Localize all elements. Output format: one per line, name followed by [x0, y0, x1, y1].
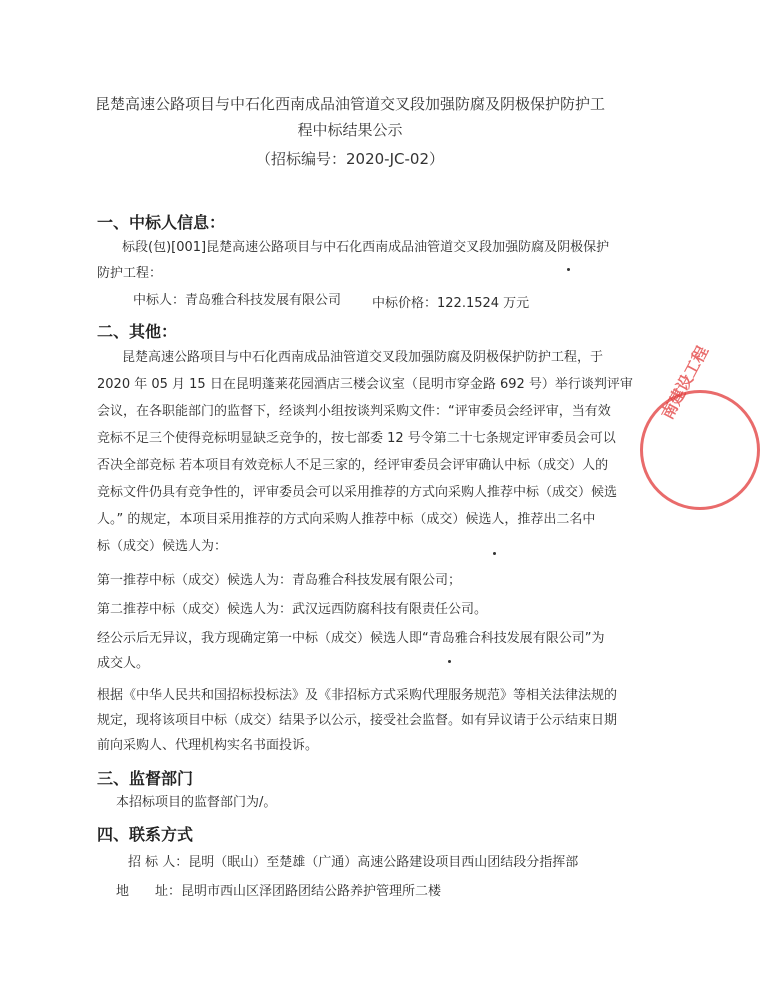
confirmation-line2: 成交人。: [97, 656, 150, 671]
section3-heading: 三、监督部门: [97, 769, 194, 788]
winner-name: 中标人：青岛雅合科技发展有限公司: [133, 293, 342, 308]
address-info: 地 址：昆明市西山区泽团路团结公路养护管理所二楼: [116, 884, 442, 899]
legal-basis-line2: 规定，现将该项目中标（成交）结果予以公示，接受社会监督。如有异议请于公示结束日期: [97, 713, 618, 728]
lot-description-line2: 防护工程：: [97, 266, 163, 281]
confirmation-line1: 经公示后无异议，我方现确定第一中标（成交）候选人即“青岛雅合科技发展有限公司”为: [97, 631, 605, 646]
lot-description-line1: 标段(包)[001]昆楚高速公路项目与中石化西南成品油管道交叉段加强防腐及阴极保护: [122, 240, 610, 255]
scan-speck: [567, 268, 570, 271]
paragraph-line: 2020 年 05 月 15 日在昆明蓬莱花园酒店三楼会议室（昆明市穿金路 692 号）举行谈判评审: [97, 377, 633, 392]
winning-price: 中标价格：122.1524 万元: [372, 296, 530, 311]
second-candidate: 第二推荐中标（成交）候选人为：武汉远西防腐科技有限责任公司。: [97, 602, 488, 617]
scan-speck: [448, 660, 451, 663]
paragraph-line: 昆楚高速公路项目与中石化西南成品油管道交叉段加强防腐及阴极保护防护工程，于: [122, 350, 604, 365]
first-candidate: 第一推荐中标（成交）候选人为：青岛雅合科技发展有限公司；: [97, 573, 462, 588]
section4-heading: 四、联系方式: [97, 825, 194, 844]
scan-speck: [493, 552, 496, 555]
supervision-text: 本招标项目的监督部门为/。: [116, 795, 277, 810]
paragraph-line: 人。” 的规定，本项目采用推荐的方式向采购人推荐中标（成交）候选人，推荐出二名中: [97, 512, 596, 527]
document-title-line2: 程中标结果公示: [297, 121, 403, 139]
paragraph-line: 标（成交）候选人为：: [97, 539, 228, 554]
document-title-line1: 昆楚高速公路项目与中石化西南成品油管道交叉段加强防腐及阴极保护防护工: [94, 95, 605, 113]
bid-number: （招标编号：2020-JC-02）: [256, 150, 444, 168]
paragraph-line: 否决全部竞标 若本项目有效竞标人不足三家的，经评审委员会评审确认中标（成交）人的: [97, 458, 609, 473]
legal-basis-line3: 前向采购人、代理机构实名书面投诉。: [97, 738, 319, 753]
section2-heading: 二、其他：: [97, 322, 178, 341]
tenderer-info: 招 标 人：昆明（眠山）至楚雄（广通）高速公路建设项目西山团结段分指挥部: [128, 855, 579, 870]
official-seal-text: 南建设工程: [657, 342, 712, 423]
section1-heading: 一、中标人信息：: [97, 213, 226, 232]
paragraph-line: 竞标不足三个使得竞标明显缺乏竞争的，按七部委 12 号令第二十七条规定评审委员会可以: [97, 431, 616, 446]
legal-basis-line1: 根据《中华人民共和国招标投标法》及《非招标方式采购代理服务规范》等相关法律法规的: [97, 688, 618, 703]
paragraph-line: 竞标文件仍具有竞争性的，评审委员会可以采用推荐的方式向采购人推荐中标（成交）候选: [97, 485, 618, 500]
paragraph-line: 会议，在各职能部门的监督下，经谈判小组按谈判采购文件：“评审委员会经评审，当有效: [97, 404, 611, 419]
